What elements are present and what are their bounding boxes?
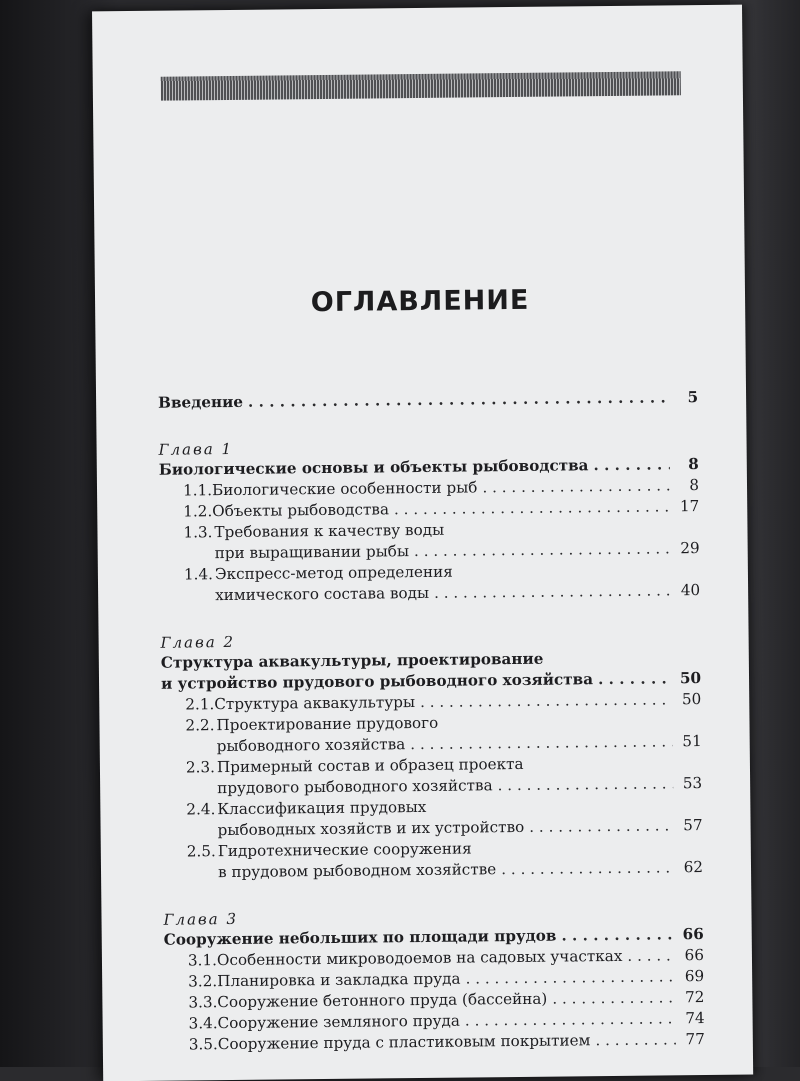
dot-leader [465,1008,676,1031]
chapter-label: Глава 2 [160,632,236,652]
toc-entry-label: Планировка и закладка пруда [217,969,461,991]
dot-leader [434,580,671,603]
toc-entry-label: Сооружение небольших по площади прудов [163,926,557,949]
toc-entry-label: Особенности микроводоемов на садовых участках [216,946,623,970]
toc-page-number: 62 [683,858,704,877]
toc-page-number: 5 [687,388,699,407]
toc-page-number: 17 [679,497,700,516]
toc-entry-label: Введение [158,392,244,412]
dot-leader [595,1029,676,1051]
chapter-label: Глава 1 [158,439,234,459]
dot-leader [598,668,672,690]
toc-section-number: 2.4. [186,800,216,819]
table-of-contents [158,387,705,1056]
toc-entry-label-line: Примерный состав и образец проекта [216,754,524,777]
toc-section-number: 1.3. [183,523,213,542]
toc-page-number: 66 [684,946,705,965]
toc-entry-section [163,857,703,884]
toc-section-number: 2.3. [185,758,216,777]
toc-page-number: 57 [683,816,703,835]
toc-page-number: 77 [685,1030,705,1049]
toc-entry-label: Сооружение земляного пруда [217,1011,460,1033]
toc-page-number: 66 [682,925,704,944]
dot-leader [627,945,675,966]
chapter-label: Глава 3 [163,909,239,929]
toc-entry-label: и устройство прудового рыбоводного хозяйства [160,670,594,693]
toc-page-number: 69 [684,967,705,986]
toc-page-number: 40 [680,581,701,600]
dot-leader [501,857,674,880]
dot-leader [465,966,675,989]
toc-page-number: 72 [684,988,705,1007]
dot-leader [552,987,675,1009]
toc-page-number: 50 [681,690,702,709]
toc-page-number: 8 [689,476,700,495]
toc-entry-label-line: Экспресс-метод определения [214,562,453,584]
toc-section-number: 1.1. [182,481,213,500]
toc-entry-label-line: Классификация прудовых [217,797,427,819]
toc-entry-label-line: Гидротехнические сооружения [217,839,472,861]
chapters-list [159,434,705,1056]
toc-section-number: 2.1. [185,695,215,714]
dot-leader [414,538,671,562]
toc-section-number: 1.4. [183,565,213,584]
toc-section-number: 2.2. [185,716,215,735]
dot-leader [248,387,669,412]
dot-leader [529,815,674,838]
toc-entry-label: рыбоводных хозяйств и их устройство [217,817,525,840]
toc-entry-section [165,1029,705,1056]
toc-section-number: 3.4. [188,1014,218,1033]
header-band [161,71,681,100]
toc-page-number: 50 [679,669,702,688]
toc-section-number: 1.2. [183,502,213,521]
toc-entry-label: Сооружение пруда с пластиковым покрытием [217,1031,591,1054]
toc-section-number: 3.5. [188,1035,218,1054]
toc-entry-label: Биологические основы и объекты рыбоводства [158,456,589,479]
dot-leader [420,689,672,713]
dot-leader [497,773,673,796]
toc-entry-label: при выращивании рыбы [214,542,410,563]
page-title: ОГЛАВЛЕНИЕ [310,284,530,319]
toc-entry-label-line: Структура аквакультуры, проектирование [160,649,544,672]
toc-page-number: 51 [682,732,702,751]
toc-page-number: 53 [682,774,703,793]
toc-page-number: 29 [680,539,700,558]
toc-entry-label: Сооружение бетонного пруда (бассейна) [217,989,548,1012]
toc-entry-intro [158,387,698,414]
toc-section-number: 3.1. [187,951,218,970]
dot-leader [561,924,675,946]
dot-leader [410,731,673,755]
toc-entry-label: прудового рыбоводного хозяйства [217,776,493,798]
toc-section-number: 3.3. [188,993,218,1012]
dot-leader [593,454,670,476]
toc-page-number: 8 [688,455,699,474]
toc-entry-label-line: Требования к качеству воды [214,520,445,542]
dot-leader [394,496,671,520]
dot-leader [482,475,670,498]
toc-entry-section [160,580,700,607]
toc-entry-label: Биологические особенности рыб [211,478,478,500]
toc-entry-label: Структура аквакультуры [214,693,416,714]
toc-entry-label: в прудовом рыбоводном хозяйстве [217,860,497,882]
toc-section-number: 2.5. [186,842,216,861]
toc-section-number: 3.2. [188,972,218,991]
book-page [92,5,753,1081]
toc-entry-label: Объекты рыбоводства [212,500,390,521]
toc-entry-label-line: Проектирование прудового [216,713,439,735]
toc-entry-label: химического состава воды [215,583,430,605]
toc-entry-label: рыбоводного хозяйства [216,735,406,756]
toc-page-number: 74 [685,1009,705,1028]
